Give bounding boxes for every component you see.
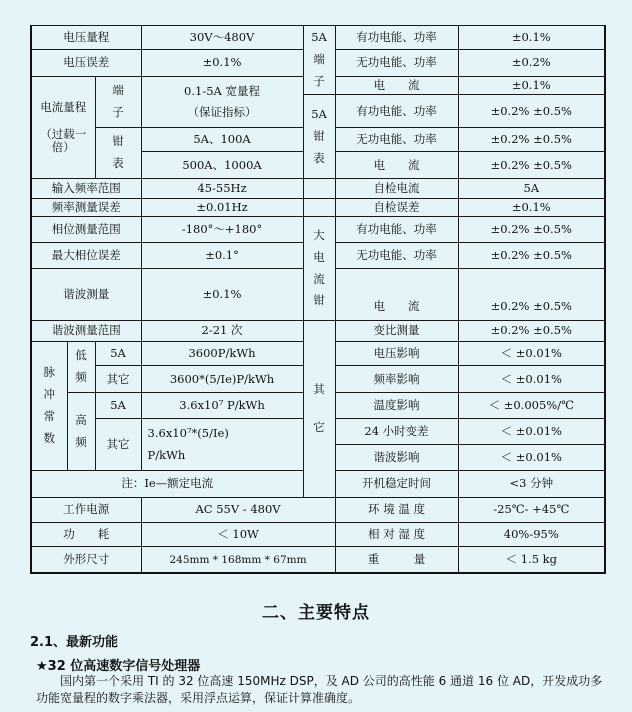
- temp-effect-value: ＜ ±0.005%/℃: [458, 393, 605, 419]
- clamp-active-value: ±0.2% ±0.5%: [458, 95, 605, 128]
- ambient-temp-value: -25℃- +45℃: [458, 497, 605, 522]
- freq-error-value: ±0.01Hz: [141, 198, 303, 217]
- large-active-value: ±0.2% ±0.5%: [458, 217, 605, 243]
- harmonic-effect-label: 谐波影响: [335, 445, 458, 471]
- voltage-effect-value: ＜ ±0.01%: [458, 341, 605, 366]
- blank-cell: [303, 198, 335, 217]
- input-freq-value: 45-55Hz: [141, 179, 303, 199]
- humidity-value: 40%-95%: [458, 522, 605, 547]
- voltage-error-label: 电压误差: [31, 49, 141, 76]
- low-5a-key: 5A: [95, 341, 141, 366]
- voltage-range-value: 30V～480V: [141, 26, 303, 50]
- temp-effect-label: 温度影响: [335, 393, 458, 419]
- harmonic-range-label: 谐波测量范围: [31, 320, 141, 341]
- large-clamp-label: 大 电 流 钳: [303, 217, 335, 320]
- warmup-value: <3 分钟: [458, 470, 605, 497]
- feature-title: ★32 位高速数字信号处理器: [36, 659, 201, 674]
- spec-table: [30, 25, 606, 574]
- clamp-meter-label: 钳 表: [95, 128, 141, 179]
- harmonic-label: 谐波测量: [31, 269, 141, 321]
- voltage-range-label: 电压量程: [31, 26, 141, 50]
- weight-value: ＜ 1.5 kg: [458, 547, 605, 573]
- high-5a-key: 5A: [95, 393, 141, 419]
- input-freq-label: 输入频率范围: [31, 179, 141, 199]
- self-check-error-value: ±0.1%: [458, 198, 605, 217]
- terminal-current-value: ±0.1%: [458, 76, 605, 95]
- low-other-value: 3600*(5/Ie)P/kWh: [141, 366, 303, 393]
- wide-range-value: 0.1-5A 宽量程 （保证指标）: [141, 76, 303, 128]
- self-check-error-label: 自检误差: [335, 198, 458, 217]
- phase-error-label: 最大相位误差: [31, 243, 141, 269]
- clamp-range-b: 500A、1000A: [141, 152, 303, 179]
- other-label: 其 它: [303, 320, 335, 497]
- terminal-label: 端 子: [95, 76, 141, 128]
- active-energy-label: 有功电能、功率: [335, 26, 458, 50]
- high-other-key: 其它: [95, 419, 141, 471]
- power-supply-value: AC 55V - 480V: [141, 497, 335, 522]
- self-check-current-value: 5A: [458, 179, 605, 199]
- large-current-value: ±0.2% ±0.5%: [458, 269, 605, 321]
- phase-range-label: 相位测量范围: [31, 217, 141, 243]
- voltage-error-value: ±0.1%: [141, 49, 303, 76]
- clamp-current-value: ±0.2% ±0.5%: [458, 152, 605, 179]
- dimensions-value: 245mm * 168mm * 67mm: [141, 547, 335, 573]
- voltage-effect-label: 电压影响: [335, 341, 458, 366]
- note-ie: 注：Ie—额定电流: [31, 470, 303, 497]
- low-5a-value: 3600P/kWh: [141, 341, 303, 366]
- warmup-label: 开机稳定时间: [335, 470, 458, 497]
- current-range-label: 电流量程 （过载一倍）: [31, 76, 95, 178]
- harmonic-range-value: 2-21 次: [141, 320, 303, 341]
- phase-error-value: ±0.1°: [141, 243, 303, 269]
- reactive-energy-label: 无功电能、功率: [335, 49, 458, 76]
- sub-title: 2.1、最新功能: [30, 635, 119, 650]
- ratio-label: 变比测量: [335, 320, 458, 341]
- high-5a-value: 3.6x10⁷ P/kWh: [141, 393, 303, 419]
- terminal-5a-label: 5A 端 子: [303, 26, 335, 95]
- variation-24h-label: 24 小时变差: [335, 419, 458, 445]
- harmonic-effect-value: ＜ ±0.01%: [458, 445, 605, 471]
- weight-label: 重 量: [335, 547, 458, 573]
- clamp-range-a: 5A、100A: [141, 128, 303, 152]
- low-freq-label: 低 频: [67, 341, 95, 393]
- large-current-label: 电 流: [335, 269, 458, 321]
- pulse-constant-label: 脉 冲 常 数: [31, 341, 67, 470]
- clamp-current-label: 电 流: [335, 152, 458, 179]
- ratio-value: ±0.2% ±0.5%: [458, 320, 605, 341]
- terminal-current-label: 电 流: [335, 76, 458, 95]
- power-supply-label: 工作电源: [31, 497, 141, 522]
- high-other-value: 3.6x10⁷*(5/Ie) P/kWh: [141, 419, 303, 471]
- clamp-active-label: 有功电能、功率: [335, 95, 458, 128]
- phase-range-value: -180°～+180°: [141, 217, 303, 243]
- ambient-temp-label: 环 境 温 度: [335, 497, 458, 522]
- freq-effect-value: ＜ ±0.01%: [458, 366, 605, 393]
- consumption-label: 功 耗: [31, 522, 141, 547]
- large-reactive-value: ±0.2% ±0.5%: [458, 243, 605, 269]
- variation-24h-value: ＜ ±0.01%: [458, 419, 605, 445]
- active-energy-value: ±0.1%: [458, 26, 605, 50]
- self-check-current-label: 自检电流: [335, 179, 458, 199]
- freq-effect-label: 频率影响: [335, 366, 458, 393]
- low-other-key: 其它: [95, 366, 141, 393]
- humidity-label: 相 对 湿 度: [335, 522, 458, 547]
- large-reactive-label: 无功电能、功率: [335, 243, 458, 269]
- dimensions-label: 外形尺寸: [31, 547, 141, 573]
- feature-paragraph: 国内第一个采用 TI 的 32 位高速 150MHz DSP，及 AD 公司的高性能 6 通道 16 位 AD，开发成功多功能宽量程的数字乘法器，采用浮点运算，保证计算准确度。: [36, 674, 603, 705]
- consumption-value: ＜ 10W: [141, 522, 335, 547]
- high-freq-label: 高 频: [67, 393, 95, 471]
- reactive-energy-value: ±0.2%: [458, 49, 605, 76]
- section-title: 二、主要特点: [262, 603, 370, 623]
- harmonic-value: ±0.1%: [141, 269, 303, 321]
- clamp-reactive-label: 无功电能、功率: [335, 128, 458, 152]
- clamp-5a-label: 5A 钳 表: [303, 95, 335, 179]
- blank-cell: [303, 179, 335, 199]
- large-active-label: 有功电能、功率: [335, 217, 458, 243]
- clamp-reactive-value: ±0.2% ±0.5%: [458, 128, 605, 152]
- freq-error-label: 频率测量误差: [31, 198, 141, 217]
